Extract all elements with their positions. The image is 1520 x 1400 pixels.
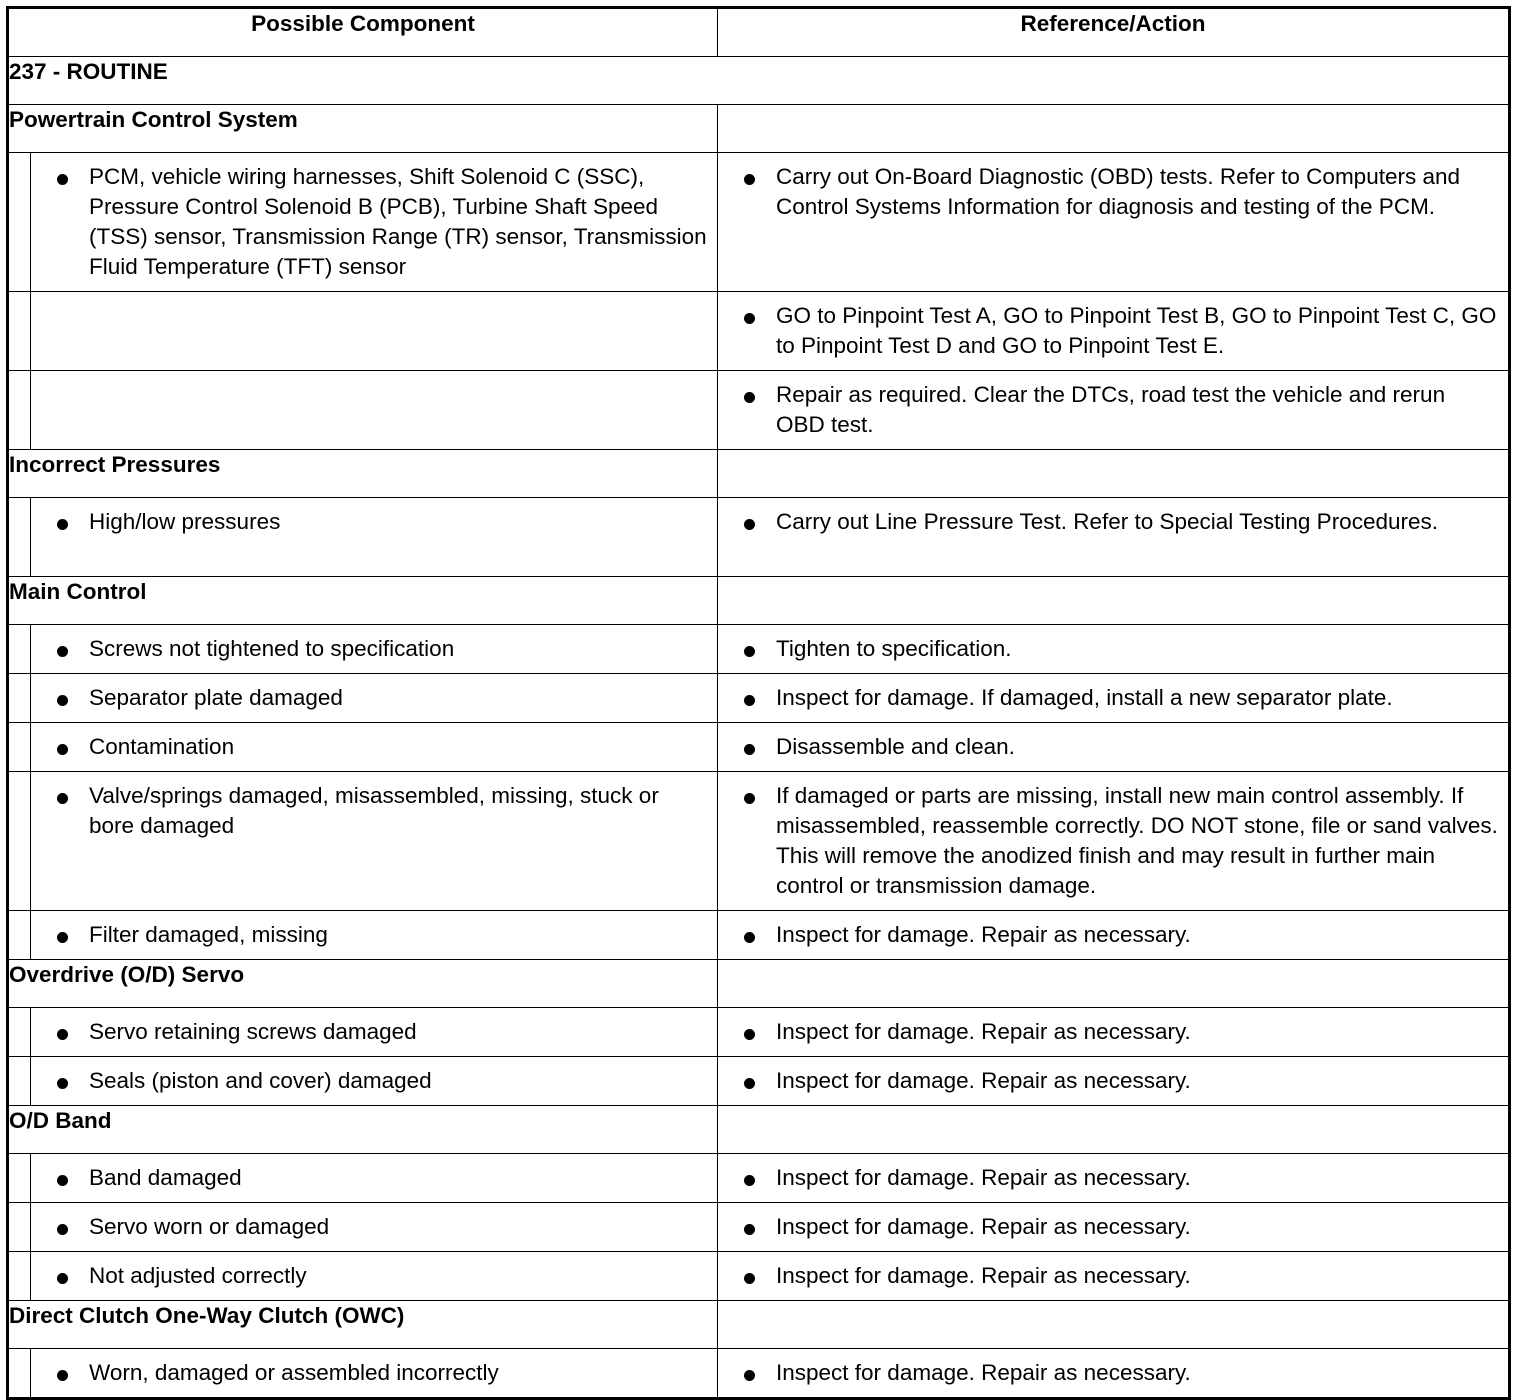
- action-cell: [718, 1057, 1510, 1106]
- row-indent: [8, 1154, 31, 1203]
- component-cell: [31, 1057, 718, 1106]
- action-cell: [718, 292, 1510, 371]
- component-text: Not adjusted correctly: [89, 1263, 307, 1288]
- bullet-icon: [57, 1273, 68, 1284]
- component-cell: [31, 674, 718, 723]
- action-text: Tighten to specification.: [776, 636, 1012, 661]
- table-row: [8, 1252, 1510, 1301]
- component-cell: [31, 371, 718, 450]
- action-cell: [718, 498, 1510, 577]
- row-indent: [8, 498, 31, 577]
- action-cell: [718, 723, 1510, 772]
- action-cell: [718, 1008, 1510, 1057]
- section-action-blank: [718, 577, 1510, 625]
- component-text: Servo worn or damaged: [89, 1214, 330, 1239]
- component-text: Servo retaining screws damaged: [89, 1019, 417, 1044]
- section-action-blank: [718, 450, 1510, 498]
- component-cell: [31, 1203, 718, 1252]
- bullet-icon: [57, 695, 68, 706]
- component-cell: [31, 1349, 718, 1399]
- component-cell: [31, 498, 718, 577]
- table-row: [8, 625, 1510, 674]
- component-cell: [31, 723, 718, 772]
- section-row-main-control: [8, 577, 1510, 625]
- action-cell: [718, 1349, 1510, 1399]
- diagnosis-table: [6, 6, 1511, 1400]
- section-action-blank: [718, 1301, 1510, 1349]
- bullet-icon: [57, 744, 68, 755]
- section-title: Powertrain Control System: [8, 105, 718, 153]
- section-title: Main Control: [8, 577, 718, 625]
- component-cell: [31, 772, 718, 911]
- table-row: [8, 292, 1510, 371]
- bullet-icon: [744, 392, 755, 403]
- bullet-icon: [744, 174, 755, 185]
- header-row: [8, 8, 1510, 57]
- row-indent: [8, 1349, 31, 1399]
- component-text: Separator plate damaged: [89, 685, 343, 710]
- bullet-icon: [57, 519, 68, 530]
- action-text: Inspect for damage. If damaged, install a new separator plate.: [776, 685, 1393, 710]
- routine-row: [8, 57, 1510, 105]
- action-cell: [718, 674, 1510, 723]
- component-cell: [31, 292, 718, 371]
- action-cell: [718, 911, 1510, 960]
- bullet-icon: [744, 313, 755, 324]
- section-row-powertrain-control-system: [8, 105, 1510, 153]
- row-indent: [8, 674, 31, 723]
- component-cell: [31, 625, 718, 674]
- bullet-icon: [744, 1273, 755, 1284]
- action-cell: [718, 772, 1510, 911]
- bullet-icon: [744, 1175, 755, 1186]
- section-title: Incorrect Pressures: [8, 450, 718, 498]
- component-text: Seals (piston and cover) damaged: [89, 1068, 432, 1093]
- component-text: PCM, vehicle wiring harnesses, Shift Solenoid C (SSC), Pressure Control Solenoid B (PCB), Turbine Shaft Speed (TSS) sensor, Transmission Range (TR) sensor, Transmission Fluid Temperature (TFT) sensor: [89, 164, 707, 279]
- bullet-icon: [744, 1029, 755, 1040]
- bullet-icon: [57, 646, 68, 657]
- bullet-icon: [57, 174, 68, 185]
- component-text: Screws not tightened to specification: [89, 636, 455, 661]
- routine-title: 237 - ROUTINE: [8, 57, 1510, 105]
- row-indent: [8, 625, 31, 674]
- action-text: Carry out Line Pressure Test. Refer to Special Testing Procedures.: [776, 509, 1438, 534]
- component-text: High/low pressures: [89, 509, 281, 534]
- bullet-icon: [57, 1029, 68, 1040]
- bullet-icon: [744, 744, 755, 755]
- action-text: Inspect for damage. Repair as necessary.: [776, 1360, 1191, 1385]
- section-action-blank: [718, 1106, 1510, 1154]
- component-cell: [31, 1252, 718, 1301]
- component-text: Valve/springs damaged, misassembled, missing, stuck or bore damaged: [89, 783, 659, 838]
- section-title: Overdrive (O/D) Servo: [8, 960, 718, 1008]
- bullet-icon: [744, 695, 755, 706]
- section-row-o-d-band: [8, 1106, 1510, 1154]
- action-cell: [718, 153, 1510, 292]
- component-text: Contamination: [89, 734, 235, 759]
- bullet-icon: [744, 793, 755, 804]
- bullet-icon: [744, 646, 755, 657]
- section-row-direct-clutch-one-way-clutch-owc: [8, 1301, 1510, 1349]
- bullet-icon: [57, 1078, 68, 1089]
- component-text: Worn, damaged or assembled incorrectly: [89, 1360, 499, 1385]
- table-row: [8, 153, 1510, 292]
- section-title: O/D Band: [8, 1106, 718, 1154]
- action-cell: [718, 1203, 1510, 1252]
- action-cell: [718, 1154, 1510, 1203]
- bullet-icon: [57, 932, 68, 943]
- row-indent: [8, 292, 31, 371]
- table-row: [8, 772, 1510, 911]
- section-action-blank: [718, 960, 1510, 1008]
- table-row: [8, 498, 1510, 577]
- row-indent: [8, 371, 31, 450]
- component-text: Filter damaged, missing: [89, 922, 328, 947]
- action-text: Inspect for damage. Repair as necessary.: [776, 1263, 1191, 1288]
- row-indent: [8, 772, 31, 911]
- row-indent: [8, 911, 31, 960]
- component-cell: [31, 1008, 718, 1057]
- table-row: [8, 674, 1510, 723]
- header-reference-action: Reference/Action: [718, 8, 1510, 57]
- action-text: GO to Pinpoint Test A, GO to Pinpoint Test B, GO to Pinpoint Test C, GO to Pinpoint Test D and GO to Pinpoint Test E.: [776, 303, 1497, 358]
- row-indent: [8, 1252, 31, 1301]
- table-row: [8, 723, 1510, 772]
- table-row: [8, 911, 1510, 960]
- bullet-icon: [57, 1224, 68, 1235]
- action-text: Inspect for damage. Repair as necessary.: [776, 1019, 1191, 1044]
- bullet-icon: [57, 793, 68, 804]
- action-cell: [718, 371, 1510, 450]
- table-row: [8, 1008, 1510, 1057]
- row-indent: [8, 1008, 31, 1057]
- section-action-blank: [718, 105, 1510, 153]
- row-indent: [8, 1057, 31, 1106]
- component-cell: [31, 911, 718, 960]
- table-row: [8, 1154, 1510, 1203]
- action-text: Inspect for damage. Repair as necessary.: [776, 922, 1191, 947]
- section-title: Direct Clutch One-Way Clutch (OWC): [8, 1301, 718, 1349]
- action-text: Inspect for damage. Repair as necessary.: [776, 1165, 1191, 1190]
- section-row-overdrive-o-d-servo: [8, 960, 1510, 1008]
- action-text: Carry out On-Board Diagnostic (OBD) tests. Refer to Computers and Control Systems Information for diagnosis and testing of the PCM.: [776, 164, 1461, 219]
- bullet-icon: [57, 1370, 68, 1381]
- bullet-icon: [744, 1370, 755, 1381]
- table-row: [8, 1203, 1510, 1252]
- table-row: [8, 1057, 1510, 1106]
- row-indent: [8, 723, 31, 772]
- action-text: If damaged or parts are missing, install new main control assembly. If misassembled, reassemble correctly. DO NOT stone, file or sand valves. This will remove the anodized finish and may result in further main control or transmission damage.: [776, 783, 1498, 898]
- component-text: Band damaged: [89, 1165, 242, 1190]
- bullet-icon: [744, 1224, 755, 1235]
- action-text: Disassemble and clean.: [776, 734, 1015, 759]
- action-cell: [718, 1252, 1510, 1301]
- component-cell: [31, 1154, 718, 1203]
- bullet-icon: [57, 1175, 68, 1186]
- header-possible-component: Possible Component: [8, 8, 718, 57]
- action-text: Inspect for damage. Repair as necessary.: [776, 1068, 1191, 1093]
- bullet-icon: [744, 519, 755, 530]
- bullet-icon: [744, 932, 755, 943]
- section-row-incorrect-pressures: [8, 450, 1510, 498]
- table-row: [8, 371, 1510, 450]
- action-text: Repair as required. Clear the DTCs, road test the vehicle and rerun OBD test.: [776, 382, 1446, 437]
- action-text: Inspect for damage. Repair as necessary.: [776, 1214, 1191, 1239]
- row-indent: [8, 1203, 31, 1252]
- row-indent: [8, 153, 31, 292]
- bullet-icon: [744, 1078, 755, 1089]
- component-cell: [31, 153, 718, 292]
- table-row: [8, 1349, 1510, 1399]
- action-cell: [718, 625, 1510, 674]
